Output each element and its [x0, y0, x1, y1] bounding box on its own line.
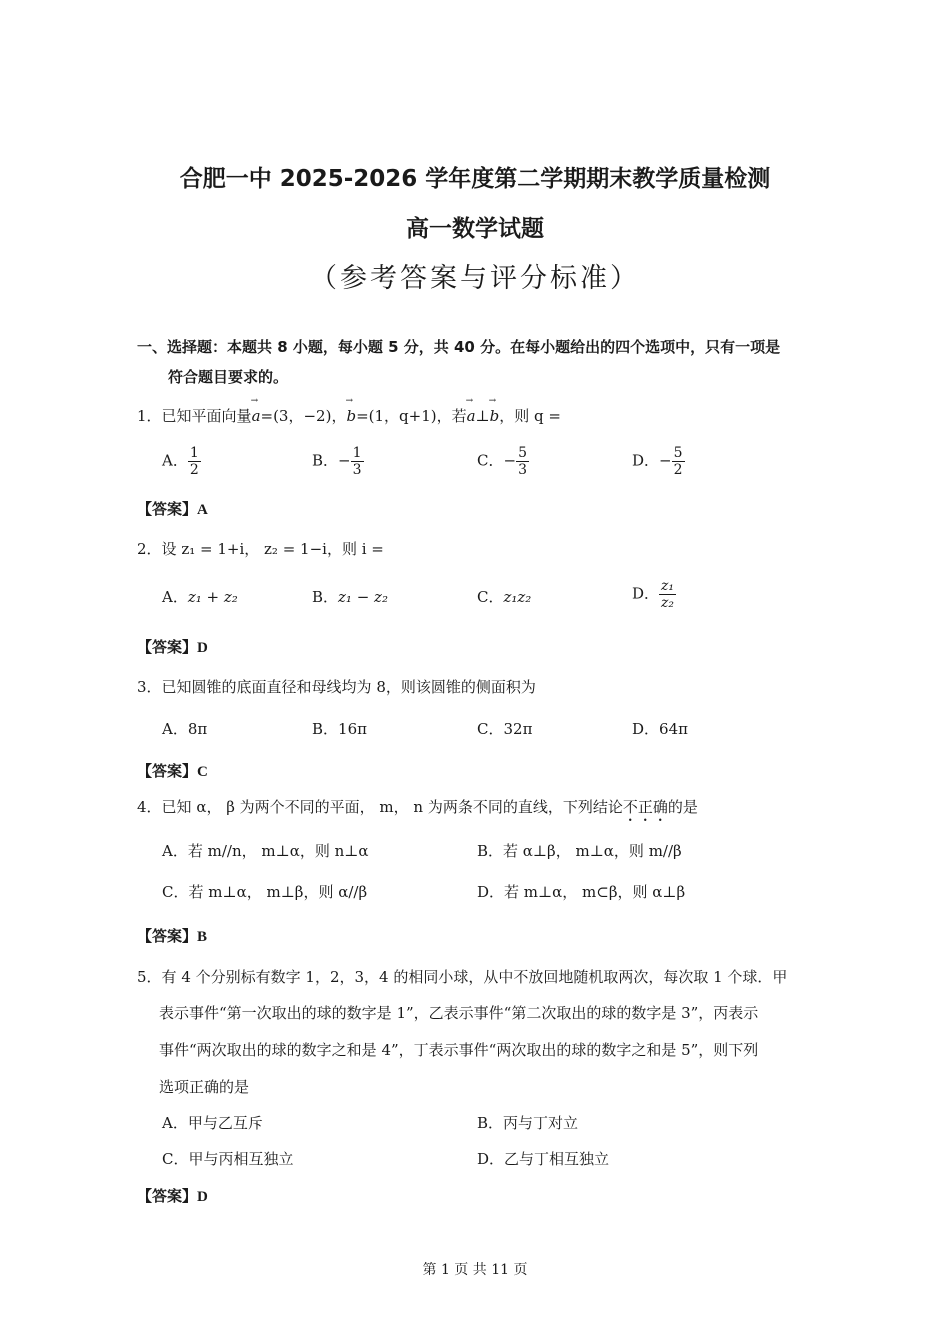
option-c: C．32π	[477, 720, 533, 738]
option-a: A．若 m//n， m⊥α，则 n⊥α	[162, 842, 369, 860]
question-2: 2．设 z₁ = 1+i， z₂ = 1−i，则 i =	[137, 540, 384, 558]
question-4: 4．已知 α， β 为两个不同的平面， m， n 为两条不同的直线，下列结论不正确的是	[137, 798, 698, 816]
emphasized-text: 不正确	[622, 798, 668, 816]
option-b: B．16π	[312, 720, 367, 738]
option-d: D． $\frac{\text{z₁}}{\text{z₂}}$	[632, 578, 675, 611]
vector-a: → a	[252, 407, 261, 425]
option-a: A．8π	[162, 720, 208, 738]
option-c: C．z₁z₂	[477, 588, 532, 606]
option-c: C．甲与丙相互独立	[162, 1150, 294, 1168]
option-d: D．乙与丁相互独立	[477, 1150, 610, 1168]
option-b: B．若 α⊥β， m⊥α，则 m//β	[477, 842, 682, 860]
fraction: $\frac{1}{3}$	[352, 445, 362, 478]
option-b: B．z₁ − z₂	[312, 588, 388, 606]
document-subtitle: 高一数学试题	[406, 216, 544, 242]
option-b: B．− $\frac{1}{3}$	[312, 445, 362, 478]
answer-3: 【答案】C	[137, 762, 208, 780]
option-a: A． $\frac{1}{2}$	[162, 445, 199, 478]
question-5-line1: 5．有 4 个分别标有数字 1，2，3，4 的相同小球，从中不放回地随机取两次，每次取 1 个球．甲	[137, 968, 788, 986]
question-1	[137, 405, 561, 426]
q1-a-expr: =(3，−2)，	[260, 407, 347, 425]
q1-suffix: ，则 q =	[499, 407, 561, 425]
fraction: $\frac{5}{3}$	[518, 445, 527, 478]
option-d: D．若 m⊥α， m⊂β，则 α⊥β	[477, 883, 686, 901]
q1-perp: ⊥	[475, 407, 490, 425]
vector-b: → b	[490, 407, 500, 425]
document-title: 合肥一中 2025-2026 学年度第二学期期末教学质量检测	[179, 166, 771, 192]
question-5-line3: 事件“两次取出的球的数字之和是 4”，丁表示事件“两次取出的球的数字之和是 5”，则下列	[159, 1041, 759, 1059]
question-number: 1．	[137, 407, 162, 425]
fraction: $\frac{5}{2}$	[673, 445, 683, 478]
q1-b-expr: =(1，q+1)，若	[356, 407, 467, 425]
section-heading-line1: 一、选择题：本题共 8 小题，每小题 5 分，共 40 分。在每小题给出的四个选项中，只有一项是	[137, 338, 781, 356]
answer-5: 【答案】D	[137, 1187, 208, 1205]
question-5-line4: 选项正确的是	[159, 1078, 250, 1096]
option-c: C．若 m⊥α， m⊥β，则 α//β	[162, 883, 368, 901]
option-b: B．丙与丁对立	[477, 1114, 579, 1132]
vector-b: → b	[346, 407, 356, 425]
vector-a: → a	[467, 407, 476, 425]
option-a: A．甲与乙互斥	[162, 1114, 263, 1132]
fraction: $\frac{1}{2}$	[189, 445, 199, 478]
answer-4: 【答案】B	[137, 927, 208, 945]
answer-2: 【答案】D	[137, 638, 208, 656]
section-heading-line2: 符合题目要求的。	[168, 368, 289, 386]
option-a: A．z₁ + z₂	[162, 588, 238, 606]
answer-1: 【答案】A	[137, 500, 208, 518]
option-d: D．64π	[632, 720, 688, 738]
question-5-line2: 表示事件“第一次取出的球的数字是 1”，乙表示事件“第二次取出的球的数字是 3”，丙表示	[159, 1004, 759, 1022]
fraction: $\frac{\text{z₁}}{\text{z₂}}$	[661, 578, 675, 611]
option-c: C．− $\frac{5}{3}$	[477, 445, 527, 478]
option-d: D．− $\frac{5}{2}$	[632, 445, 683, 478]
q1-prefix: 已知平面向量	[161, 407, 252, 425]
document-note: （参考答案与评分标准）	[310, 263, 640, 294]
page-number: 第 1 页 共 11 页	[422, 1262, 528, 1278]
question-3: 3．已知圆锥的底面直径和母线均为 8，则该圆锥的侧面积为	[137, 678, 536, 696]
